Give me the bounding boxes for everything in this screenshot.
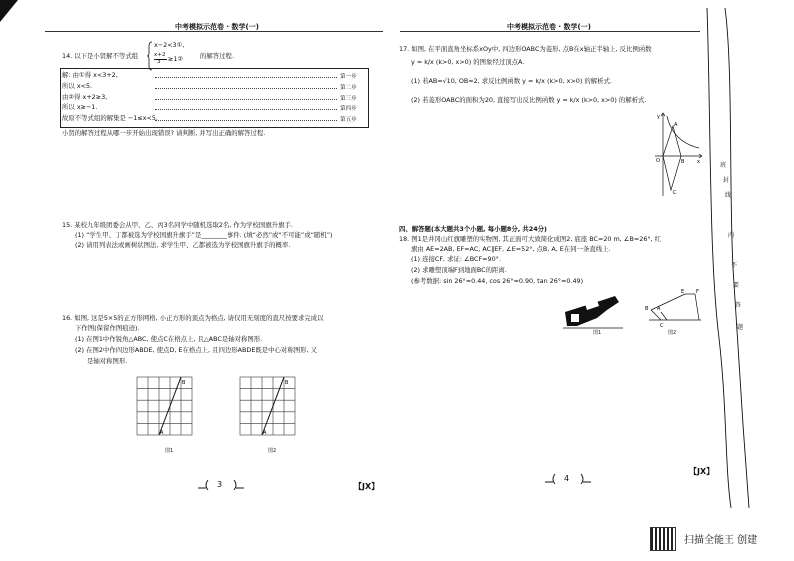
point-b-label: B — [182, 380, 186, 386]
dotted-leader — [155, 109, 337, 110]
q18-photo-figure — [563, 290, 625, 330]
fig2-caption: 图2 — [268, 448, 277, 454]
q15-part2: (2) 请用列表法或画树状图法, 求学生甲、乙都被选为学校国旗升旗手的概率. — [75, 241, 291, 249]
q16-part3: 是轴对称图形. — [87, 357, 128, 365]
q14-step-text: 故原不等式组的解集是 −1≤x<5. — [62, 114, 158, 123]
q14-stem-suffix: 的解答过程. — [200, 52, 234, 60]
q18-line2: 旗由 AE=2AB, EF=AC, AC∥EF, ∠E=52°, 点B, A, E在同一条直线上. — [411, 245, 611, 253]
binding-margin — [703, 8, 763, 508]
point-c-label: C — [673, 190, 677, 196]
grid-figure-2 — [238, 375, 298, 445]
origin-label: O — [656, 158, 660, 164]
axis-x-label: x — [697, 159, 700, 165]
binding-char: 封 — [723, 177, 730, 184]
q14-question: 小贤的解答过程从哪一步开始出现错误? 请判断, 并写出正确的解答过程. — [62, 129, 266, 137]
fig1-caption: 图1 — [165, 448, 174, 454]
q18-line1: 18. 图1是井冈山红旗雕塑的实物图, 其正面可大致简化成图2, 底座 BC=20 m, ∠B=26°, 红 — [399, 235, 662, 243]
binding-char: 要 — [733, 282, 740, 289]
q14-sys-num: x+2 — [154, 52, 166, 58]
page-number: 4 — [564, 474, 570, 483]
point-a-label: A — [263, 430, 267, 436]
page-header: 中考模拟示范卷 · 数学(一) — [507, 23, 591, 31]
axis-y-label: y — [657, 114, 660, 120]
qr-logo-icon — [650, 527, 676, 551]
q18-part1: (1) 连接CF, 求证: ∠BCF=90°. — [411, 255, 501, 263]
q18-part2: (2) 求雕塑顶端F到地面BC的距离. — [411, 266, 507, 274]
dotted-leader — [155, 77, 337, 78]
grid-figure-1 — [135, 375, 195, 445]
binding-char: 不 — [731, 262, 738, 269]
point-b-label: B — [645, 306, 649, 312]
q16-line2: 下作图(保留作图痕迹). — [75, 324, 140, 332]
q16-part1: (1) 在图1中作锐角△ABC, 使点C在格点上, 且△ABC是轴对称图形. — [75, 335, 263, 343]
point-b-label: B — [681, 159, 685, 165]
q17-line2: y = k/x (k>0, x>0) 的图象经过顶点A. — [411, 58, 525, 66]
page-header: 中考模拟示范卷 · 数学(一) — [175, 23, 259, 31]
point-f-label: F — [696, 289, 699, 295]
q14-step-label: 第四步 — [340, 106, 357, 113]
q18-diagram-figure — [645, 288, 705, 330]
q14-step-text: 解: 由①得 x<3+2, — [62, 71, 118, 79]
point-a-label: A — [657, 306, 661, 312]
q18-reference: (参考数据: sin 26°≈0.44, cos 26°≈0.90, tan 26°≈0.49) — [411, 277, 584, 285]
q17-figure — [645, 108, 705, 200]
q16-part2: (2) 在图2中作四边形ABDE, 使点D, E在格点上, 且四边形ABDE既是中心对称图形, 又 — [75, 346, 317, 354]
q18-fig1-caption: 图1 — [593, 330, 602, 336]
binding-char: 题 — [737, 324, 744, 331]
brace-icon — [147, 41, 153, 71]
paper-code: 【JX】 — [689, 467, 715, 476]
right-page — [395, 0, 794, 561]
q17-line1: 17. 如图, 在平面直角坐标系xOy中, 四边形OABC为菱形, 点B在x轴正半轴上, 反比例函数 — [399, 45, 652, 53]
q16-line1: 16. 如图, 这是5×5的正方形网格, 小正方形的顶点为格点, 请仅用无刻度的直尺按要求完成以 — [62, 314, 324, 322]
q14-sys-den: 3 — [157, 59, 161, 65]
point-b-label: B — [285, 380, 289, 386]
q18-fig2-caption: 图2 — [668, 330, 677, 336]
section-4-title: 四、解答题(本大题共3个小题, 每小题8分, 共24分) — [399, 225, 547, 233]
paper-code: 【JX】 — [354, 482, 380, 491]
q14-step-text: 由②得 x+2≥3, — [62, 92, 108, 101]
q14-step-text: 所以 x≥−1. — [62, 103, 98, 112]
binding-char: 内 — [728, 232, 735, 239]
point-e-label: E — [681, 289, 685, 295]
q14-stem: 14. 以下是小贤解不等式组 — [62, 52, 139, 60]
q14-sys-line1: x−2<3①, — [154, 41, 185, 49]
point-a-label: A — [160, 430, 164, 436]
q17-part2: (2) 若菱形OABC的面积为20, 直接写出反比例函数 y = k/x (k>0, x>0) 的解析式. — [411, 96, 647, 104]
watermark-text: 扫描全能王 创建 — [684, 535, 758, 546]
q17-part1: (1) 若AB=√10, OB=2, 求反比例函数 y = k/x (k>0, x>0) 的解析式. — [411, 77, 612, 85]
q15-stem: 15. 某校九年级团委会从甲、乙、丙3名同学中随机选取2名, 作为学校国旗升旗手. — [62, 221, 293, 229]
binding-char: 答 — [735, 302, 742, 309]
q14-step-label: 第三步 — [340, 95, 357, 102]
q14-step-label: 第一步 — [340, 74, 357, 80]
left-page — [0, 0, 395, 561]
q14-step-label: 第五步 — [340, 117, 357, 124]
q14-step-text: 所以 x<5. — [62, 81, 93, 90]
binding-char: 线 — [725, 192, 732, 199]
point-c-label: C — [660, 323, 664, 329]
q14-step-label: 第二步 — [340, 84, 357, 91]
dotted-leader — [155, 99, 337, 100]
q15-part1: (1) “学生甲、丁都被选为学校国旗升旗手”是________事件. (填“必然”或“不可能”或“随机”) — [75, 231, 333, 239]
dotted-leader — [155, 88, 337, 89]
binding-char: 班 — [720, 162, 727, 169]
dotted-leader — [155, 120, 337, 121]
q14-sys-rest: ≥1② — [168, 55, 184, 63]
point-a-label: A — [674, 122, 678, 128]
page-number: 3 — [217, 480, 223, 489]
